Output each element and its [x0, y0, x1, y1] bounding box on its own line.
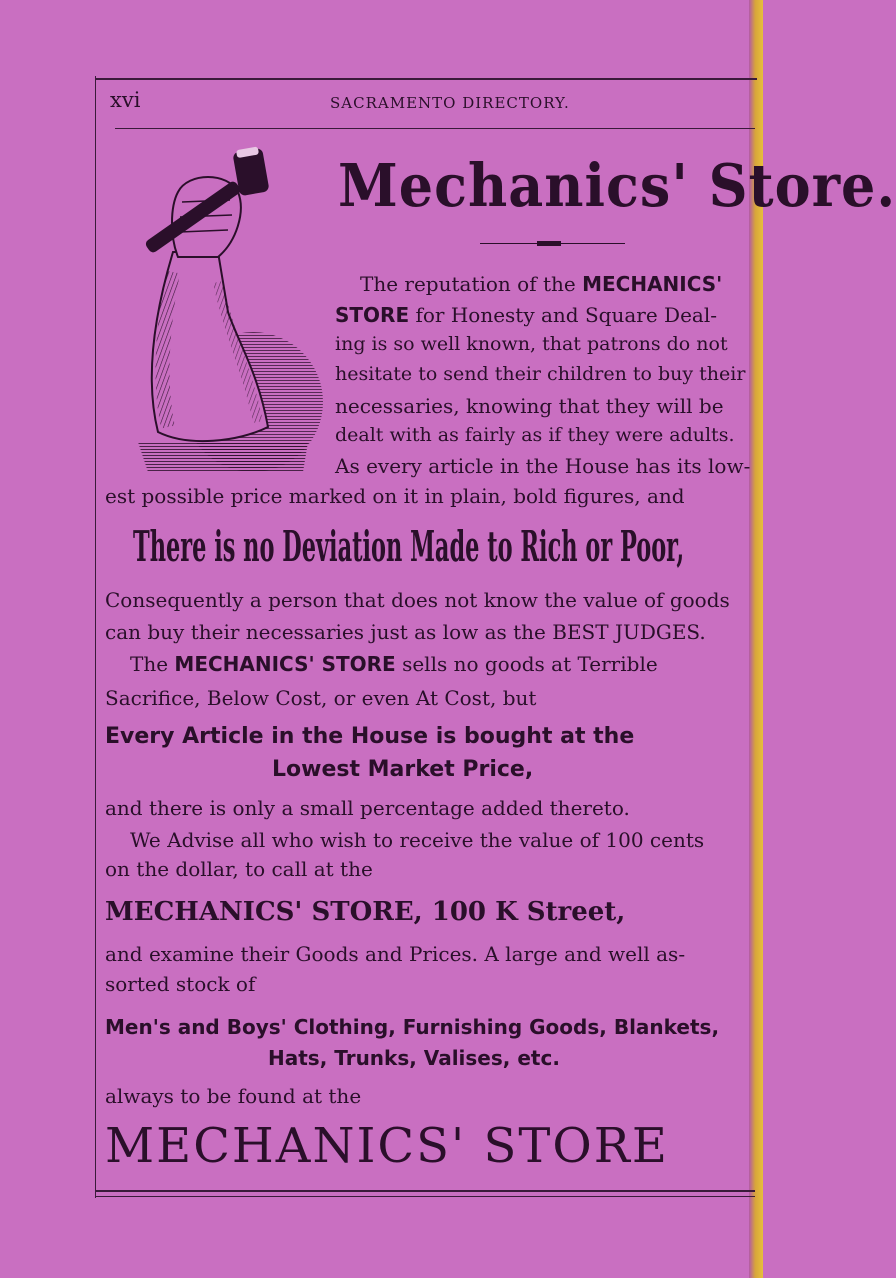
intro-line-2-text: for Honesty and Square Deal-	[409, 303, 717, 327]
intro-line-2	[335, 303, 717, 327]
intro-line-1-text: The reputation of the	[360, 272, 583, 296]
every-article-line-1: Every Article in the House is bought at the	[105, 724, 635, 749]
intro-line-4: hesitate to send their children to buy their	[335, 363, 746, 385]
para2-line-1: Consequently a person that does not know the value of goods	[105, 588, 730, 612]
advise-line-1: We Advise all who wish to receive the value of 100 cents	[130, 828, 705, 852]
intro-line-3: ing is so well known, that patrons do not	[335, 333, 728, 355]
intro-line-1	[360, 272, 722, 296]
footer-store-name: MECHANICS' STORE	[105, 1118, 669, 1174]
page-number: xvi	[110, 88, 141, 112]
intro-line-6: dealt with as fairly as if they were adults.	[335, 424, 735, 446]
para3-bold: MECHANICS' STORE	[174, 652, 396, 676]
every-article-line-2: Lowest Market Price,	[272, 757, 534, 782]
para3-line-1	[130, 652, 658, 676]
para3-post: sells no goods at Terrible	[395, 652, 658, 676]
est-line: est possible price marked on it in plain, bold figures, and	[105, 484, 685, 508]
goods-line-1: Men's and Boys' Clothing, Furnishing Goods, Blankets,	[105, 1015, 720, 1039]
examine-line-2: sorted stock of	[105, 972, 256, 996]
advise-line-2: on the dollar, to call at the	[105, 857, 373, 881]
examine-line-1: and examine their Goods and Prices. A large and well as-	[105, 942, 686, 966]
blackletter-slogan: There is no Deviation Made to Rich or Poor,	[133, 522, 685, 572]
intro-line-1-bold: MECHANICS'	[582, 272, 723, 296]
always-line: always to be found at the	[105, 1084, 362, 1108]
intro-line-2-bold: STORE	[335, 303, 410, 327]
small-percentage-line: and there is only a small percentage added thereto.	[105, 796, 630, 820]
para2-line-2: can buy their necessaries just as low as the BEST JUDGES.	[105, 620, 706, 644]
top-rule	[95, 78, 757, 80]
para3-pre: The	[130, 652, 175, 676]
headline: Mechanics' Store.	[338, 150, 896, 221]
header-rule	[115, 128, 755, 129]
bottom-rule-thin	[95, 1196, 755, 1197]
store-address: MECHANICS' STORE, 100 K Street,	[105, 897, 626, 927]
running-head: SACRAMENTO DIRECTORY.	[330, 94, 570, 112]
para3-line-2: Sacrifice, Below Cost, or even At Cost, but	[105, 686, 537, 710]
ornament-divider	[480, 242, 625, 245]
hammer-arm-illustration	[118, 142, 328, 477]
intro-line-5: necessaries, knowing that they will be	[335, 394, 724, 418]
goods-line-2: Hats, Trunks, Valises, etc.	[268, 1046, 560, 1070]
bottom-rule	[95, 1190, 755, 1192]
intro-line-7: As every article in the House has its low-	[335, 454, 751, 478]
